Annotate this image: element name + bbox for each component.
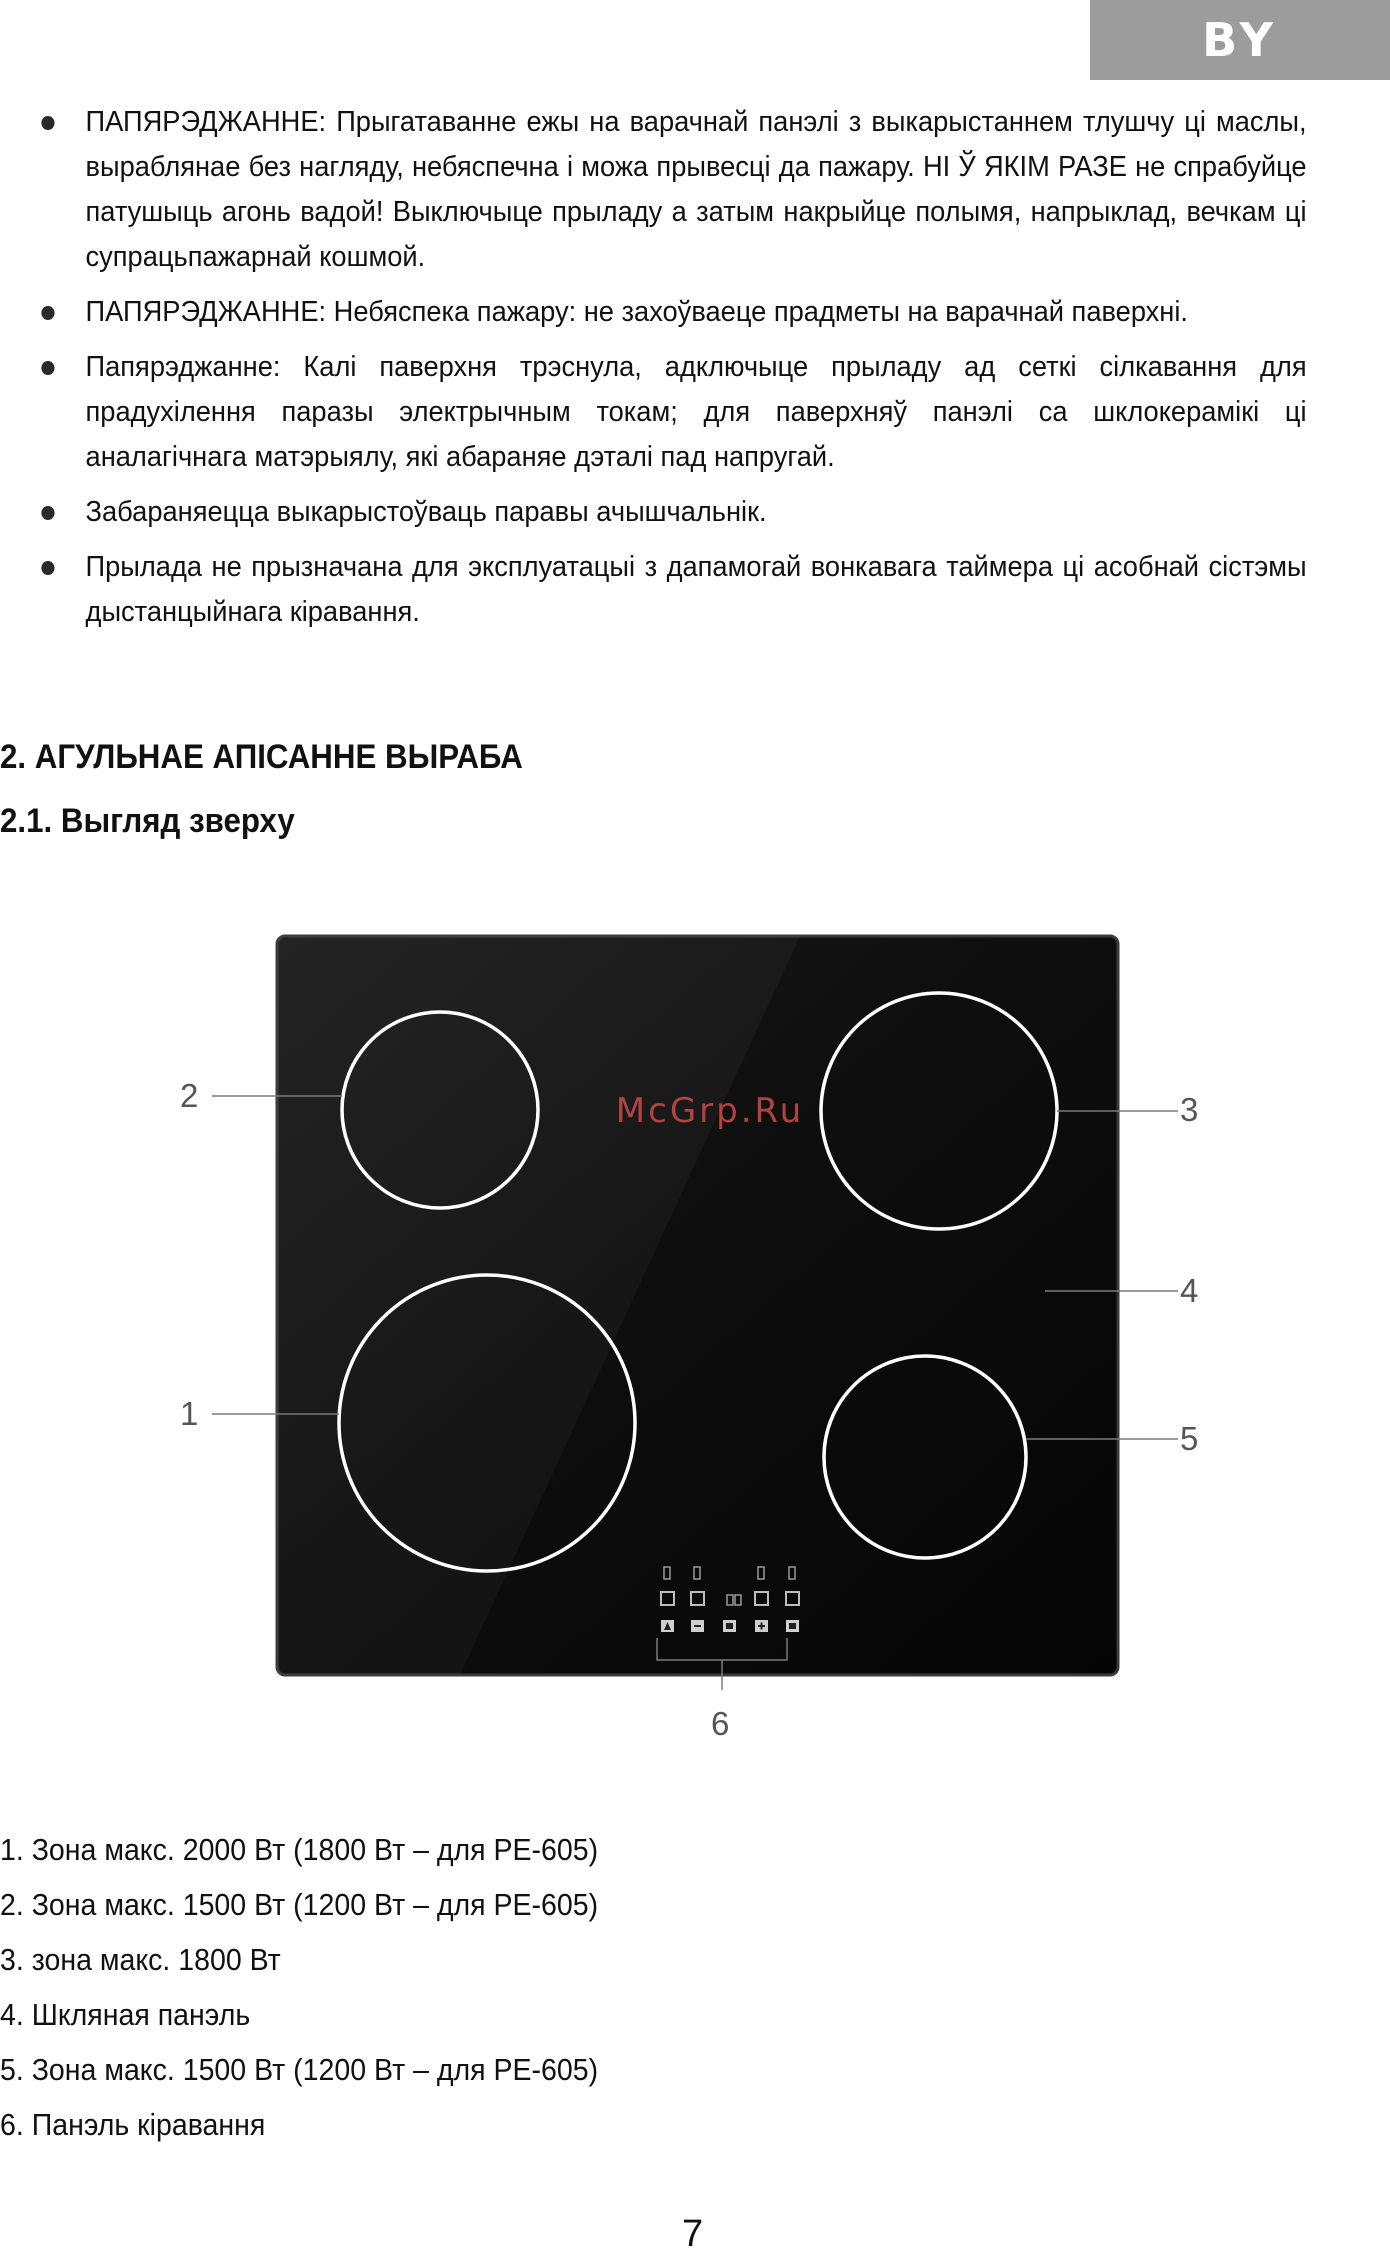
legend-item: 3. зона макс. 1800 Вт — [0, 1942, 281, 1977]
warning-item: ПАПЯРЭДЖАННЕ: Небяспека пажару: не захоўваеце прадметы на варачнай паверхні. — [0, 290, 1307, 335]
callout-label-6: 6 — [711, 1705, 730, 1742]
callout-label-3: 3 — [1180, 1091, 1199, 1128]
watermark-text: McGrp.Ru — [615, 1091, 805, 1131]
hob-top-view-figure — [0, 900, 1390, 1770]
warning-item: Забараняецца выкарыстоўваць паравы ачышчальнік. — [0, 490, 1307, 535]
bullet-icon — [41, 506, 54, 520]
warning-item: ПАПЯРЭДЖАННЕ: Прыгатаванне ежы на варачнай панэлі з выкарыстаннем тлушчу ці маслы, выраблянае без нагляду, небяспечна і можа прывесці да пажару. НІ Ў ЯКІМ РАЗЕ не спрабуйце патушыць агонь вадой! Выключыце прыладу а затым накрыйце полымя, напрыклад, вечкам ці супрацьпажарнай кошмой. — [0, 100, 1307, 280]
callout-label-4: 4 — [1180, 1272, 1199, 1309]
warning-list — [0, 100, 1390, 645]
page-number: 7 — [682, 2213, 704, 2255]
section-subheading: 2.1. Выгляд зверху — [0, 802, 295, 840]
bullet-icon — [41, 306, 54, 320]
bullet-icon — [41, 361, 54, 375]
hob-diagram — [0, 900, 1390, 1770]
warning-item: Прылада не прызначана для эксплуатацыі з дапамогай вонкавага таймера ці асобнай сістэмы дыстанцыйнага кіравання. — [0, 545, 1307, 635]
warning-item: Папярэджанне: Калі паверхня трэснула, адключыце прыладу ад сеткі сілкавання для прадухілення паразы электрычным токам; для паверхняў панэлі са шклокерамікі ці аналагічнага матэрыялу, які абараняе дэталі пад напругай. — [0, 345, 1307, 480]
legend-item: 5. Зона макс. 1500 Вт (1200 Вт – для PE-605) — [0, 2052, 599, 2087]
callout-label-1: 1 — [180, 1395, 199, 1432]
callout-label-5: 5 — [1180, 1420, 1199, 1457]
legend-item: 6. Панэль кіравання — [0, 2107, 266, 2142]
legend-item: 1. Зона макс. 2000 Вт (1800 Вт – для PE-605) — [0, 1832, 599, 1867]
callout-label-2: 2 — [180, 1077, 199, 1114]
section-heading: 2. АГУЛЬНАЕ АПІСАННЕ ВЫРАБА — [0, 738, 523, 776]
bullet-icon — [41, 116, 54, 130]
legend-item: 2. Зона макс. 1500 Вт (1200 Вт – для PE-605) — [0, 1887, 599, 1922]
parts-legend — [0, 1822, 650, 2152]
legend-item: 4. Шкляная панэль — [0, 1997, 251, 2032]
language-badge: BY — [1090, 0, 1390, 80]
bullet-icon — [41, 561, 54, 575]
